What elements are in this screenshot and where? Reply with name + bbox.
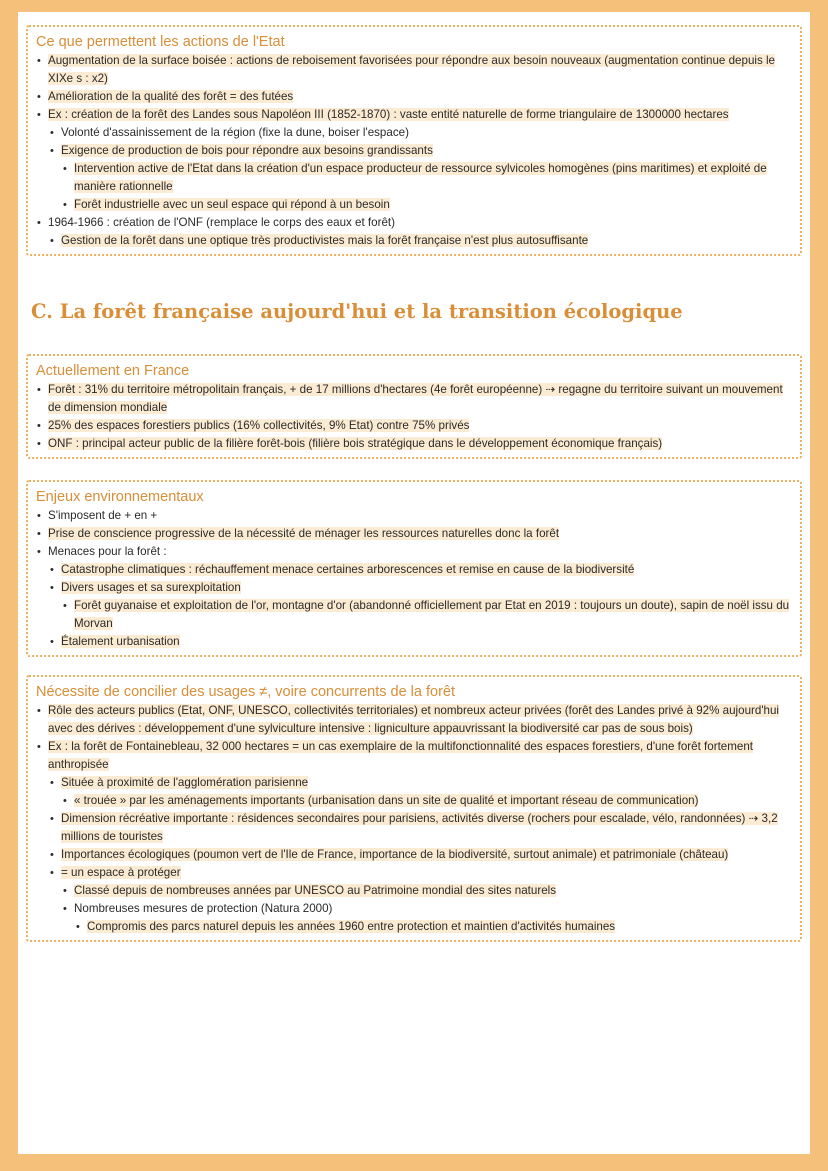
box-enjeux-environnementaux — [26, 480, 802, 657]
list-item: • S'imposent de + en + — [36, 507, 794, 525]
list-item: • Intervention active de l'Etat dans la création d'un espace producteur de ressource sylvicoles homogènes (pins maritimes) et exploité de manière rationnelle — [62, 160, 794, 196]
bullet-list — [36, 52, 794, 250]
box-concilier-usages — [26, 675, 802, 942]
list-item: • Importances écologiques (poumon vert de l'Ile de France, importance de la biodiversité, surtout animale) et patrimoniale (château) — [49, 846, 794, 864]
box-title: Nécessite de concilier des usages ≠, voire concurrents de la forêt — [36, 684, 455, 700]
list-item: • Catastrophe climatiques : réchauffement menace certaines arborescences et remise en cause de la biodiversité — [49, 561, 794, 579]
list-item: • Menaces pour la forêt : — [36, 543, 794, 561]
list-item: • Forêt industrielle avec un seul espace qui répond à un besoin — [62, 196, 794, 214]
list-item: • Située à proximité de l'agglomération parisienne — [49, 774, 794, 792]
list-item: • Divers usages et sa surexploitation — [49, 579, 794, 597]
list-item: • Compromis des parcs naturel depuis les années 1960 entre protection et maintien d'activités humaines — [75, 918, 794, 936]
list-item: • Prise de conscience progressive de la nécessité de ménager les ressources naturelles donc la forêt — [36, 525, 794, 543]
box-title: Enjeux environnementaux — [36, 489, 204, 505]
box-title: Ce que permettent les actions de l'Etat — [36, 34, 285, 50]
list-item: • Exigence de production de bois pour répondre aux besoins grandissants — [49, 142, 794, 160]
list-item: • Augmentation de la surface boisée : actions de reboisement favorisées pour répondre aux besoin nouveaux (augmentation continue depuis le XIXe s : x2) — [36, 52, 794, 88]
list-item: • Dimension récréative importante : résidences secondaires pour parisiens, activités diverse (rochers pour escalade, vélo, randonnées) ⇢ 3,2 millions de touristes — [49, 810, 794, 846]
list-item: • Classé depuis de nombreuses années par UNESCO au Patrimoine mondial des sites naturels — [62, 882, 794, 900]
list-item: • Forêt : 31% du territoire métropolitain français, + de 17 millions d'hectares (4e forêt européenne) ⇢ regagne du territoire suivant un mouvement de dimension mondiale — [36, 381, 794, 417]
list-item: • Volonté d'assainissement de la région (fixe la dune, boiser l'espace) — [49, 124, 794, 142]
list-item: • ONF : principal acteur public de la filière forêt-bois (filière bois stratégique dans le développement économique français) — [36, 435, 794, 453]
list-item: • Ex : la forêt de Fontainebleau, 32 000 hectares = un cas exemplaire de la multifonctionnalité des espaces forestiers, d'une forêt fortement anthropisée — [36, 738, 794, 774]
bullet-list — [36, 507, 794, 651]
section-heading: C. La forêt française aujourd'hui et la transition écologique — [31, 300, 683, 323]
list-item: • Nombreuses mesures de protection (Natura 2000) — [62, 900, 794, 918]
list-item: • Ex : création de la forêt des Landes sous Napoléon III (1852-1870) : vaste entité naturelle de forme triangulaire de 1300000 hectares — [36, 106, 794, 124]
list-item: • Forêt guyanaise et exploitation de l'or, montagne d'or (abandonné officiellement par Etat en 2019 : toujours un doute), sapin de noël issu du Morvan — [62, 597, 794, 633]
box-title: Actuellement en France — [36, 363, 190, 379]
list-item: • 1964-1966 : création de l'ONF (remplace le corps des eaux et forêt) — [36, 214, 794, 232]
list-item: • 25% des espaces forestiers publics (16% collectivités, 9% Etat) contre 75% privés — [36, 417, 794, 435]
bullet-list — [36, 381, 794, 453]
document-page — [18, 12, 810, 1154]
bullet-list — [36, 702, 794, 936]
box-actions-etat — [26, 25, 802, 256]
list-item: • Rôle des acteurs publics (Etat, ONF, UNESCO, collectivités territoriales) et nombreux acteur privées (forêt des Landes privé à 92% aujourd'hui avec des dérives : développement d'une sylviculture intensive : ligniculture appauvrissant la biodiversité car pas de sous bois) — [36, 702, 794, 738]
list-item: • Amélioration de la qualité des forêt = des futées — [36, 88, 794, 106]
list-item: • Étalement urbanisation — [49, 633, 794, 651]
list-item: • « trouée » par les aménagements importants (urbanisation dans un site de qualité et important réseau de communication) — [62, 792, 794, 810]
list-item: • Gestion de la forêt dans une optique très productivistes mais la forêt française n'est plus autosuffisante — [49, 232, 794, 250]
box-actuellement-france — [26, 354, 802, 459]
list-item: • = un espace à protéger — [49, 864, 794, 882]
